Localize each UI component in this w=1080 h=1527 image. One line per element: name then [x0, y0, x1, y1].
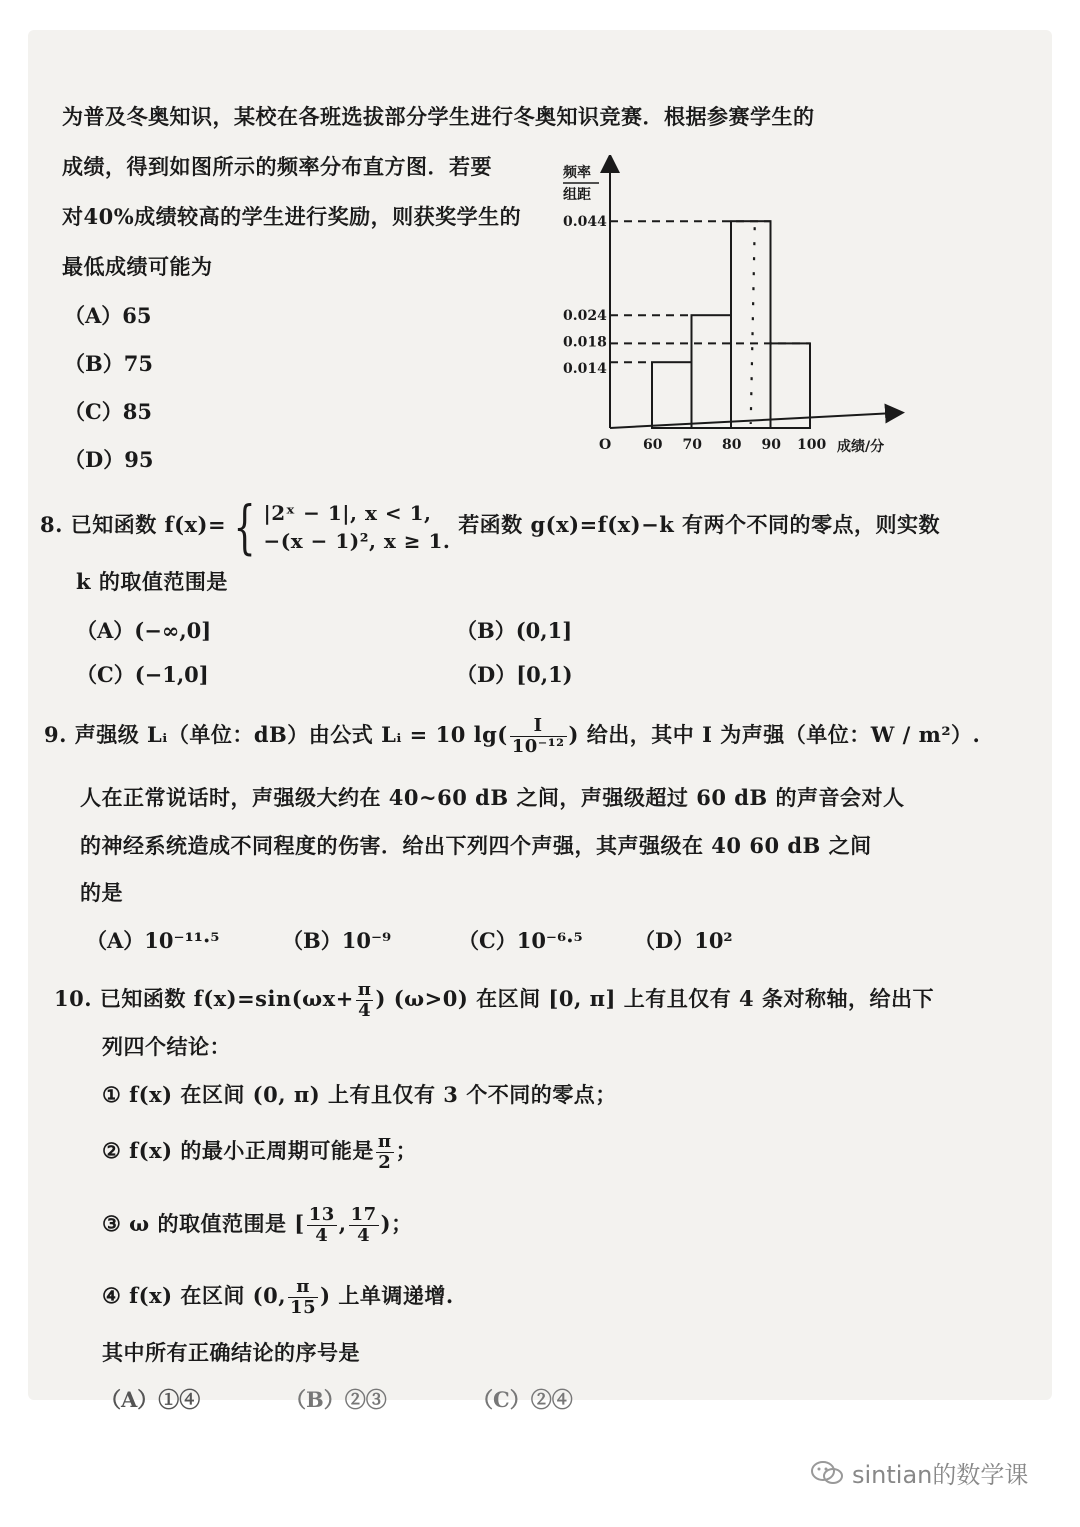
dotted-cut-line	[751, 227, 755, 424]
q8-case2: −(x − 1)², x ≥ 1.	[263, 528, 451, 553]
q7-line1: 为普及冬奥知识，某校在各班选拔部分学生进行冬奥知识竞赛．根据参赛学生的	[62, 104, 815, 129]
watermark	[810, 1455, 1028, 1493]
q10-c3-pre: ③ ω 的取值范围是 [	[102, 1211, 305, 1236]
q7-line4: 最低成绩可能为	[62, 254, 213, 279]
q10-c4-pre: ④ f(x) 在区间 (0,	[102, 1283, 287, 1308]
q9-option-c: （C）10⁻⁶·⁵	[458, 928, 583, 953]
q8-line1	[40, 492, 941, 561]
q10-frac-bot: 4	[358, 1000, 372, 1021]
q10-c3-b-bot: 4	[357, 1225, 371, 1246]
q9-line1	[44, 716, 980, 757]
q10-c4-top: π	[288, 1277, 318, 1298]
q9-option-d: （D）10²	[634, 928, 733, 953]
q10-conclusion-4	[102, 1277, 454, 1318]
q10-line1	[54, 980, 934, 1021]
q10-c3-b-top: 17	[350, 1204, 377, 1225]
q10-c2-fraction	[376, 1132, 394, 1173]
q10-c4-bot: 15	[290, 1297, 317, 1318]
q7-option-d: （D）95	[64, 447, 154, 472]
q10-option-b: （B）②③	[285, 1387, 387, 1412]
q10-c2-bot: 2	[378, 1152, 392, 1173]
q10-option-c: （C）②④	[472, 1387, 573, 1412]
q9-option-a: （A）10⁻¹¹·⁵	[86, 928, 220, 953]
q10-line2: 列四个结论：	[102, 1034, 231, 1059]
q8-cases	[263, 499, 450, 555]
x-tick-label: 80	[722, 437, 742, 453]
q10-part1: 10. 已知函数 f(x)=sin(ωx+	[54, 986, 354, 1011]
histogram-bar	[692, 315, 732, 428]
watermark-text: sintian的数学课	[852, 1461, 1029, 1489]
q8-option-d: （D）[0,1)	[456, 662, 573, 687]
q9-line2: 人在正常说话时，声强级大约在 40~60 dB 之间，声强级超过 60 dB 的声音会对人	[80, 785, 905, 810]
q10-c3-fraction-a	[307, 1205, 337, 1246]
q8-option-b: （B）(0,1]	[456, 618, 573, 643]
q10-option-a: （A）①④	[100, 1387, 201, 1412]
q9-option-b: （B）10⁻⁹	[282, 928, 392, 953]
q10-conclusion-1: ① f(x) 在区间 (0, π) 上有且仅有 3 个不同的零点；	[102, 1082, 617, 1107]
q10-c2-post: ；	[395, 1138, 418, 1163]
y-axis-label-top: 频率	[563, 165, 591, 181]
q10-c2-pre: ② f(x) 的最小正周期可能是	[102, 1138, 374, 1163]
q10-frac-top: π	[357, 979, 372, 1000]
origin-label: O	[599, 437, 612, 453]
y-tick-label: 0.018	[563, 334, 607, 351]
q10-c4-post: ) 上单调递增.	[320, 1283, 454, 1308]
q9-part1: 9. 声强级 Lᵢ（单位：dB）由公式 Lᵢ = 10 lg(	[44, 722, 508, 747]
y-axis-label-bottom: 组距	[563, 187, 591, 203]
histogram-bar	[731, 221, 771, 428]
q10-c4-fraction	[288, 1277, 318, 1318]
q10-fraction	[356, 980, 374, 1021]
q9-fraction	[510, 716, 567, 757]
x-tick-label: 70	[682, 437, 702, 453]
q9-part2: ) 给出，其中 I 为声强（单位：W / m²）.	[568, 722, 981, 747]
q7-option-a: （A）65	[64, 303, 152, 328]
q10-conclusion-3: ③ ω 的取值范围是 [ $\frac{13}{4}$ , $\frac{17}{4}$ )；	[102, 1204, 413, 1246]
q7-option-b: （B）75	[64, 351, 153, 376]
q8-case1: |2ˣ − 1|, x < 1,	[263, 500, 432, 525]
q8-prefix: 8. 已知函数 f(x)=	[40, 512, 227, 537]
y-tick-label: 0.024	[563, 308, 607, 325]
q7-line2: 成绩，得到如图所示的频率分布直方图．若要	[62, 154, 492, 179]
wechat-icon	[810, 1459, 844, 1493]
x-tick-label: 90	[761, 437, 781, 453]
histogram-bar	[771, 343, 811, 428]
x-axis-label: 成绩/分	[837, 439, 885, 455]
y-tick-label: 0.044	[563, 214, 607, 231]
frequency-histogram	[555, 155, 915, 465]
q8-suffix: 若函数 g(x)=f(x)−k 有两个不同的零点，则实数	[458, 512, 941, 537]
q10-c2-top: π	[377, 1131, 392, 1152]
q10-part2: ) (ω>0) 在区间 [0, π] 上有且仅有 4 条对称轴，给出下	[375, 986, 934, 1011]
histogram-bar	[652, 362, 692, 428]
q9-line3: 的神经系统造成不同程度的伤害．给出下列四个声强，其声强级在 40 60 dB 之间	[80, 833, 872, 858]
q9-frac-bot: 10⁻¹²	[511, 736, 565, 757]
q9-line4: 的是	[80, 880, 123, 905]
x-tick-label: 100	[797, 437, 827, 453]
q7-option-c: （C）85	[64, 399, 152, 424]
brace-symbol: {	[233, 492, 257, 561]
q10-conclusion-2	[102, 1132, 417, 1173]
q10-c3-post: )；	[380, 1211, 413, 1236]
q10-c3-fraction-b	[349, 1205, 379, 1246]
y-tick-label: 0.014	[563, 361, 607, 378]
q8-line2: k 的取值范围是	[76, 569, 228, 594]
q8-option-c: （C）(−1,0]	[76, 662, 209, 687]
q9-frac-top: I	[510, 716, 567, 737]
q8-option-a: （A）(−∞,0]	[76, 618, 212, 643]
x-tick-label: 60	[643, 437, 663, 453]
q7-line3: 对40%成绩较高的学生进行奖励，则获奖学生的	[62, 204, 522, 229]
q10-c3-a-bot: 4	[315, 1225, 329, 1246]
q10-question: 其中所有正确结论的序号是	[102, 1340, 360, 1365]
q10-c3-a-top: 13	[308, 1204, 335, 1225]
